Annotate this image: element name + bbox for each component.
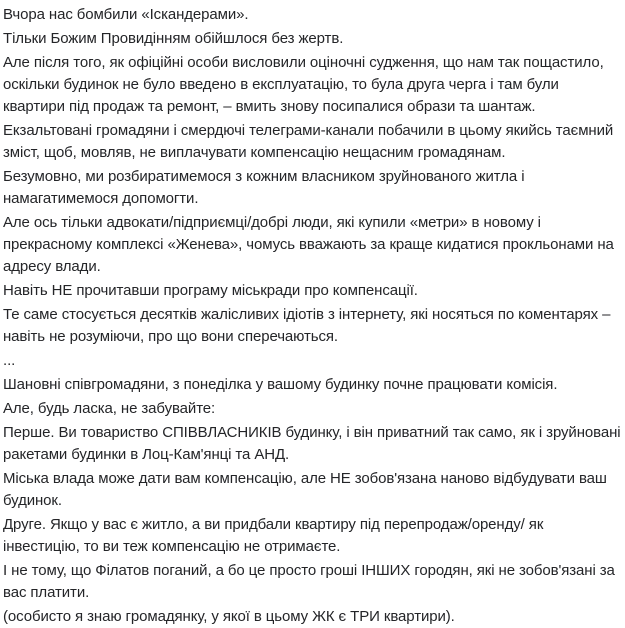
post-paragraph-15: І не тому, що Філатов поганий, а бо це просто гроші ІНШИХ городян, які не зобов'язані за вас платити. [3,562,615,601]
post-paragraph-4: Екзальтовані громадяни і смердючі телеграми-канали побачили в цьому якийсь таємний зміст, щоб, мовляв, не виплачувати компенсацію нещасним громадянам. [3,122,614,161]
post-paragraph-11: Але, будь ласка, не забувайте: [3,400,216,417]
post-paragraph-7: Навіть НЕ прочитавши програму міськради про компенсації. [3,282,418,299]
post-paragraph-13: Міська влада може дати вам компенсацію, але НЕ зобов'язана наново відбудувати ваш будинок. [3,470,607,509]
post-paragraph-2: Тільки Божим Провидінням обійшлося без жертв. [3,30,344,47]
post-paragraph-5: Безумовно, ми розбиратимемося з кожним власником зруйнованого житла і намагатимемося допомогти. [3,168,525,207]
post-paragraph-14: Друге. Якщо у вас є житло, а ви придбали квартиру під перепродаж/оренду/ як інвестицію, то ви теж компенсацію не отримаєте. [3,516,544,555]
post-paragraph-6: Але ось тільки адвокати/підприємці/добрі люди, які купили «метри» в новому і прекрасному комплексі «Женева», чомусь вважають за краще кидатися прокльонами на адресу влади. [3,214,614,275]
post-paragraph-3: Але після того, як офіційні особи висловили оціночні судження, що нам так пощастило, оскільки будинок не було введено в експлуатацію, то була друга черга і там були квартири під продаж та ремонт, – вмить знову посипалися образи та шантаж. [3,54,604,115]
post-paragraph-ellipsis: ... [3,352,16,369]
post-paragraph-16: (особисто я знаю громадянку, у якої в цьому ЖК є ТРИ квартири). [3,608,455,625]
post-paragraph-8: Те саме стосується десятків жалісливих ідіотів з інтернету, які носяться по коментарях – навіть не розуміючи, про що вони сперечаються. [3,306,611,345]
post-paragraph-1: Вчора нас бомбили «Іскандерами». [3,6,249,23]
post-paragraph-10: Шановні співгромадяни, з понеділка у вашому будинку почне працювати комісія. [3,376,558,393]
post-paragraph-12: Перше. Ви товариство СПІВВЛАСНИКІВ будинку, і він приватний так само, як і зруйновані ракетами будинки в Лоц-Кам'янці та АНД. [3,424,621,463]
